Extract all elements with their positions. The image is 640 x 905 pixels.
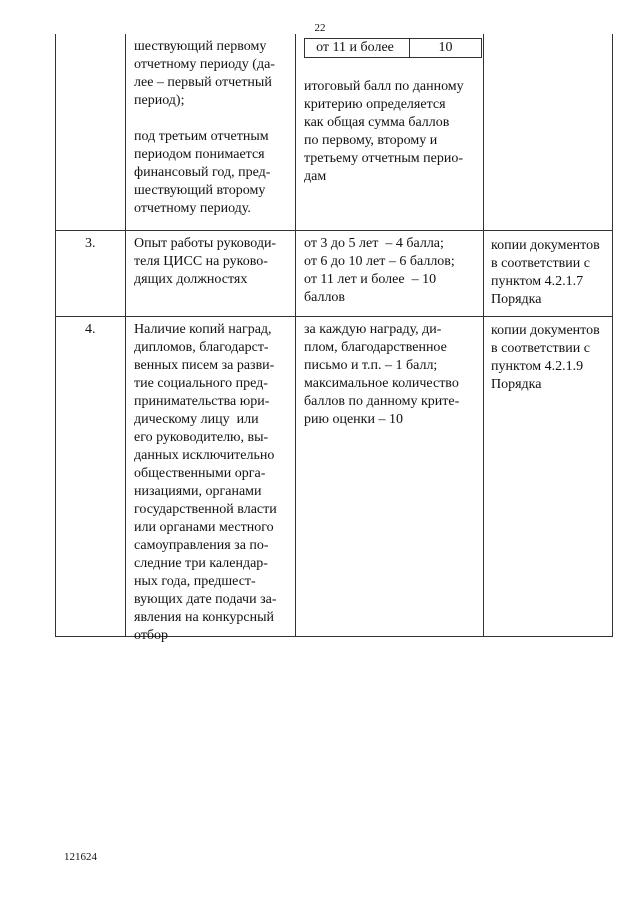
row-3-number: 3. [85, 236, 96, 251]
page-number: 22 [314, 22, 326, 34]
row-divider-3 [55, 316, 613, 317]
row-4-scoring: за каждую награду, ди- плом, благодарственное письмо и т.п. – 1 балл; максимальное количество баллов по данному крите- рию оценки – 10 [304, 322, 460, 427]
nested-range-cell: от 11 и более [316, 40, 394, 55]
nested-points-cell: 10 [438, 40, 453, 55]
row-4-criterion: Наличие копий наград, дипломов, благодарст- венных писем за разви- тие социального пред- принимательства юри- дическому лицу или его руководителю, вы- данных исключительно общественными орга- низациями, органами государственной власти или органами местного самоуправления за по- следние три календар- ных года, предшест- вующих дате подачи за- явления на конкурсный отбор [134, 322, 277, 643]
row-4-documents: копии документов в соответствии с пунктом 4.2.1.9 Порядка [491, 323, 600, 392]
column-divider-2 [295, 34, 296, 637]
row-divider-continuation [55, 230, 613, 231]
row-4-number: 4. [85, 322, 96, 337]
continuation-scoring: итоговый балл по данному критерию определяется как общая сумма баллов по первому, второму и третьему отчетным перио- дам [304, 79, 464, 184]
column-divider-1 [125, 34, 126, 637]
continuation-criterion: шествующий первому отчетному периоду (да- лее – первый отчетный период); под третьим отчетным периодом понимается финансовый год, пред- шествующий второму отчетному периоду. [134, 39, 275, 216]
document-code: 121624 [64, 851, 97, 863]
table-border-left [55, 34, 56, 637]
row-3-documents: копии документов в соответствии с пунктом 4.2.1.7 Порядка [491, 238, 600, 307]
row-3-scoring: от 3 до 5 лет – 4 балла; от 6 до 10 лет – 6 баллов; от 11 лет и более – 10 баллов [304, 236, 455, 305]
nested-score-table [304, 38, 482, 58]
column-divider-3 [483, 34, 484, 637]
row-3-criterion: Опыт работы руководи- теля ЦИСС на руково- дящих должностях [134, 236, 277, 287]
table-border-right [612, 34, 613, 637]
